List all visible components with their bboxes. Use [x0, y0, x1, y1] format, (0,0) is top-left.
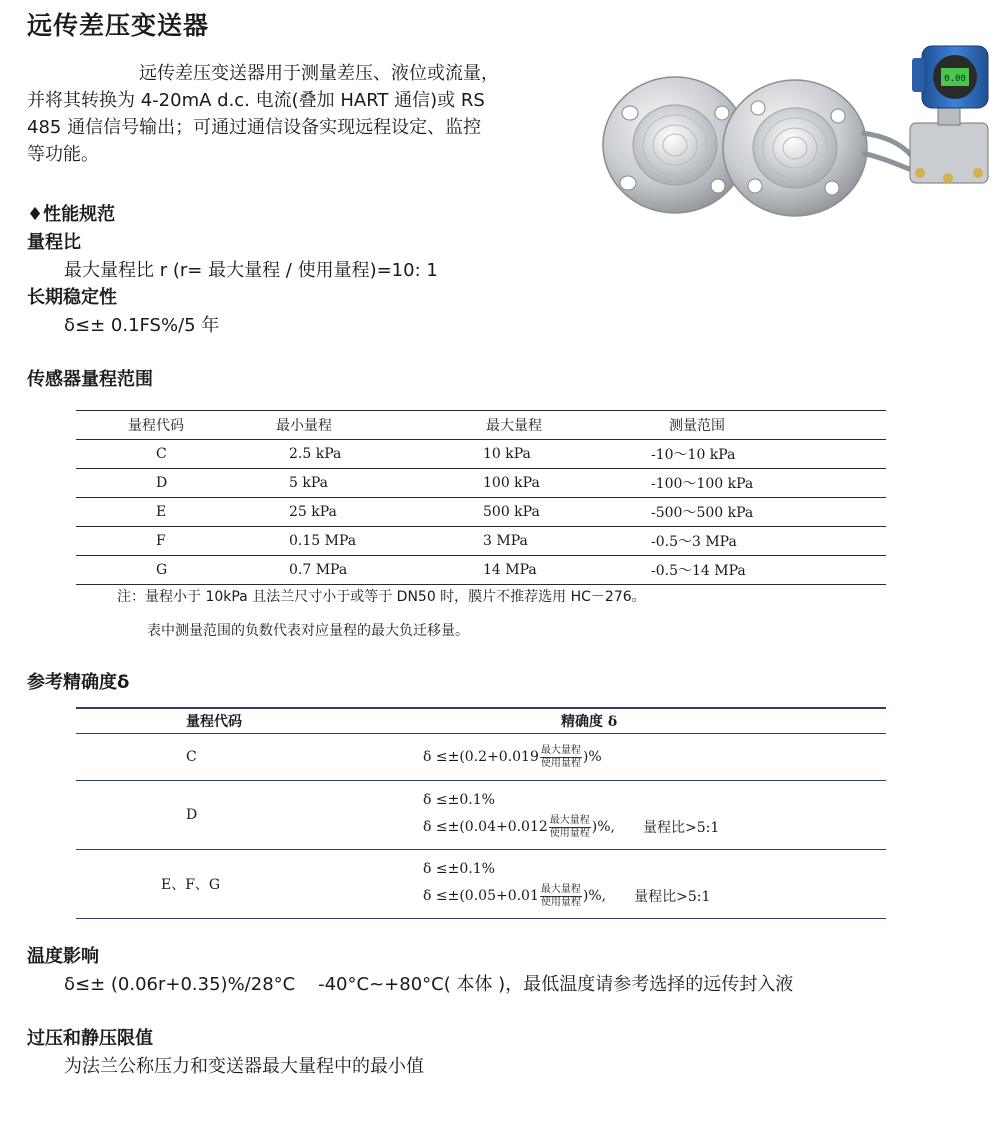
accuracy-heading: 参考精确度δ — [27, 672, 130, 693]
fraction — [540, 884, 582, 909]
range-ratio-title: 量程比 — [27, 232, 81, 253]
intro-paragraph — [27, 60, 547, 168]
table-row — [76, 469, 886, 498]
flange-right — [723, 80, 867, 216]
formula-prefix: δ ≤±(0.04+0.012 — [423, 819, 548, 835]
cell-code: C — [186, 749, 197, 765]
table-row — [76, 556, 886, 585]
table-row — [76, 850, 886, 919]
stability-title: 长期稳定性 — [27, 287, 117, 308]
cell-code: E — [156, 504, 167, 520]
fraction-numerator: 最大量程 — [540, 883, 581, 895]
col-header-max: 最大量程 — [486, 418, 542, 434]
simple-accuracy: δ ≤±0.1% — [423, 861, 495, 877]
fraction-numerator: 最大量程 — [549, 814, 590, 826]
cell-code: G — [156, 562, 168, 578]
overpressure-text: 为法兰公称压力和变送器最大量程中的最小值 — [64, 1056, 424, 1077]
formula-prefix: δ ≤±(0.2+0.019 — [423, 749, 539, 765]
cell-accuracy — [421, 781, 886, 850]
cell-max: 10 kPa — [483, 446, 531, 462]
intro-line-2: 并将其转换为 4-20mA d.c. 电流(叠加 HART 通信)或 RS — [27, 90, 485, 111]
cell-accuracy — [421, 734, 886, 781]
fraction-numerator: 最大量程 — [540, 744, 581, 756]
table-header-row — [76, 708, 886, 734]
cell-code: D — [156, 475, 168, 491]
fraction-denominator: 使用量程 — [549, 827, 590, 839]
range-ratio-condition: 量程比>5:1 — [634, 889, 711, 905]
sensor-range-heading: 传感器量程范围 — [27, 369, 153, 390]
table-note-1: 注：量程小于 10kPa 且法兰尺寸小于或等于 DN50 时，膜片不推荐选用 HC－276。 — [117, 589, 646, 605]
intro-line-1: 远传差压变送器用于测量差压、液位或流量， — [139, 63, 499, 84]
cell-code: C — [156, 446, 167, 462]
table-row — [76, 781, 886, 850]
cell-max: 3 MPa — [483, 533, 528, 549]
cell-min: 0.7 MPa — [289, 562, 348, 578]
intro-line-4: 等功能。 — [27, 144, 99, 165]
fraction — [540, 745, 582, 770]
cell-measure: -0.5～3 MPa — [651, 534, 737, 550]
cell-measure: -0.5～14 MPa — [651, 563, 746, 579]
temperature-heading: 温度影响 — [27, 946, 99, 967]
range-ratio-condition: 量程比>5:1 — [643, 820, 720, 836]
simple-accuracy: δ ≤±0.1% — [423, 792, 495, 808]
cell-code: F — [156, 533, 166, 549]
formula-suffix: )% — [582, 749, 602, 765]
performance-heading: ♦性能规范 — [27, 204, 116, 225]
fraction-denominator: 使用量程 — [540, 896, 581, 908]
col-header-measure: 测量范围 — [669, 418, 725, 434]
table-row — [76, 440, 886, 469]
sensor-range-table — [76, 410, 886, 585]
display-readout: 0.00 — [944, 74, 966, 84]
cell-measure: -10～10 kPa — [651, 447, 736, 463]
temperature-text: δ≤± (0.06r+0.35)%/28°C -40°C~+80°C( 本体 )，最低温度请参考选择的远传封入液 — [64, 974, 794, 995]
formula-suffix: )%, — [591, 819, 616, 835]
table-header-row — [76, 411, 886, 440]
cell-min: 25 kPa — [289, 504, 337, 520]
cell-min: 5 kPa — [289, 475, 328, 491]
stability-text: δ≤± 0.1FS%/5 年 — [64, 315, 220, 336]
range-ratio-text: 最大量程比 r (r= 最大量程 / 使用量程)=10: 1 — [64, 260, 438, 281]
cell-accuracy — [421, 850, 886, 919]
cell-code: E、F、G — [161, 877, 221, 893]
table-row — [76, 498, 886, 527]
cell-measure: -100～100 kPa — [651, 476, 754, 492]
accuracy-table — [76, 707, 886, 919]
fraction-denominator: 使用量程 — [540, 757, 581, 769]
table-row — [76, 527, 886, 556]
page-title: 远传差压变送器 — [27, 11, 210, 40]
col-header-code: 量程代码 — [128, 418, 184, 434]
cell-max: 14 MPa — [483, 562, 537, 578]
intro-line-3: 485 通信信号输出；可通过通信设备实现远程设定、监控 — [27, 117, 482, 138]
formula-suffix: )%, — [582, 888, 607, 904]
cell-min: 0.15 MPa — [289, 533, 357, 549]
col-header-accuracy: 精确度 δ — [561, 714, 618, 730]
col-header-min: 最小量程 — [276, 418, 332, 434]
cell-code: D — [186, 807, 198, 823]
transmitter — [910, 46, 988, 183]
cell-max: 100 kPa — [483, 475, 540, 491]
cell-measure: -500～500 kPa — [651, 505, 754, 521]
formula-prefix: δ ≤±(0.05+0.01 — [423, 888, 539, 904]
col-header-code: 量程代码 — [186, 714, 242, 730]
fraction — [549, 815, 591, 840]
cell-max: 500 kPa — [483, 504, 540, 520]
table-row — [76, 734, 886, 781]
product-image — [600, 38, 995, 223]
table-note-2: 表中测量范围的负数代表对应量程的最大负迁移量。 — [147, 623, 469, 639]
overpressure-heading: 过压和静压限值 — [27, 1028, 153, 1049]
cell-min: 2.5 kPa — [289, 446, 342, 462]
